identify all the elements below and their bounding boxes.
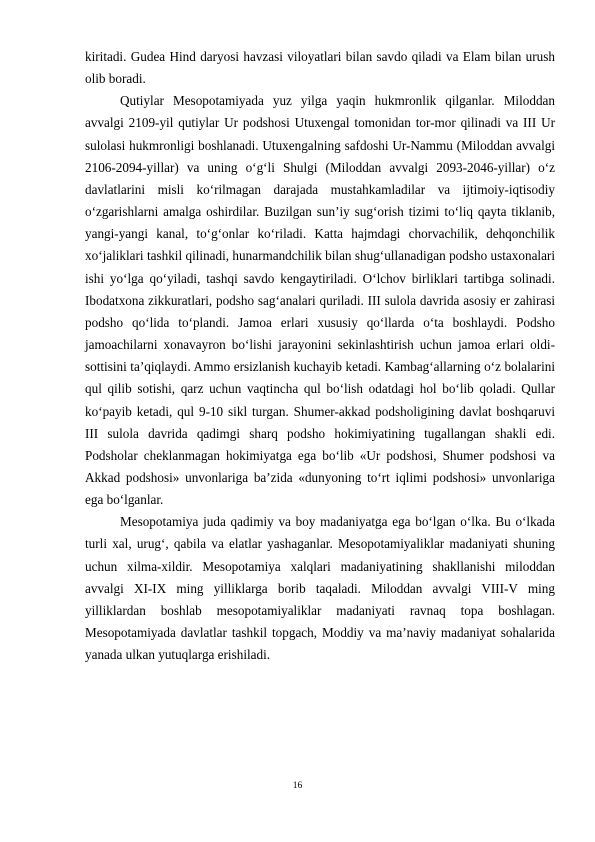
page-number: 16 xyxy=(292,781,303,791)
body-text xyxy=(85,46,555,666)
paragraph-continuation: kiritadi. Gudea Hind daryosi havzasi viloyatlari bilan savdo qiladi va Elam bilan urush olib boradi. xyxy=(85,49,555,87)
paragraph-madaniyat: Mesopotamiya juda qadimiy va boy madaniyatga ega bo‘lgan o‘lka. Bu o‘lkada turli xal, urug‘, qabila va elatlar yashaganlar. Mesopotamiyaliklar madaniyati shuning uchun xilma-xildir. Mesopotamiya xalqlari madaniyatining shakllanishi miloddan avvalgi XI-IX ming yilliklarga borib taqaladi. Miloddan avvalgi VIII-V ming yilliklardan boshlab mesopotamiyaliklar madaniyati ravnaq topa boshlagan. Mesopotamiyada davlatlar tashkil topgach, Moddiy va ma’naviy madaniyat sohalarida yanada ulkan yutuqlarga erishiladi. xyxy=(85,514,555,663)
paragraph-qutiylar: Qutiylar Mesopotamiyada yuz yilga yaqin hukmronlik qilganlar. Miloddan avvalgi 2109-yil qutiylar Ur podshosi Utuxengal tomonidan tor-mor qilinadi va III Ur sulolasi hukmronligi boshlanadi. Utuxengalning safdoshi Ur-Nammu (Miloddan avvalgi 2106-2094-yillar) va uning o‘g‘li Shulgi (Miloddan avvalgi 2093-2046-yillar) o‘z davlatlarini misli ko‘rilmagan darajada mustahkamladilar va ijtimoiy-iqtisodiy o‘zgarishlarni amalga oshirdilar. Buzilgan sun’iy sug‘orish tizimi to‘liq qayta tiklanib, yangi-yangi kanal, to‘g‘onlar ko‘riladi. Katta hajmdagi chorvachilik, dehqonchilik xo‘jaliklari tashkil qilinadi, hunarmandchilik bilan shug‘ullanadigan podsho ustaxonalari ishi yo‘lga qo‘yiladi, tashqi savdo kengaytiriladi. O‘lchov birliklari tartibga solinadi. Ibodatxona zikkuratlari, podsho sag‘analari quriladi. III sulola davrida asosiy er zahirasi podsho qo‘lida to‘plandi. Jamoa erlari xususiy qo‘llarda o‘ta boshlaydi. Podsho jamoachilarni xonavayron bo‘lishi jarayonini sekinlashtirish uchun jamoa erlari oldi-sottisini ta’qiqlaydi. Ammo ersizlanish kuchayib ketadi. Kambag‘allarning o‘z bolalarini qul qilib sotishi, qarz uchun vaqtincha qul bo‘lish odatdagi hol bo‘lib qoladi. Qullar ko‘payib ketadi, qul 9-10 sikl turgan. Shumer-akkad podsholigining davlat boshqaruvi III sulola davrida qadimgi sharq podsho hokimiyatining tugallangan shakli edi. Podsholar cheklanmagan hokimiyatga ega bo‘lib «Ur podshosi, Shumer podshosi va Akkad podshosi» unvonlariga ba’zida «dunyoning to‘rt iqlimi podshosi» unvonlariga ega bo‘lganlar. xyxy=(85,93,555,508)
